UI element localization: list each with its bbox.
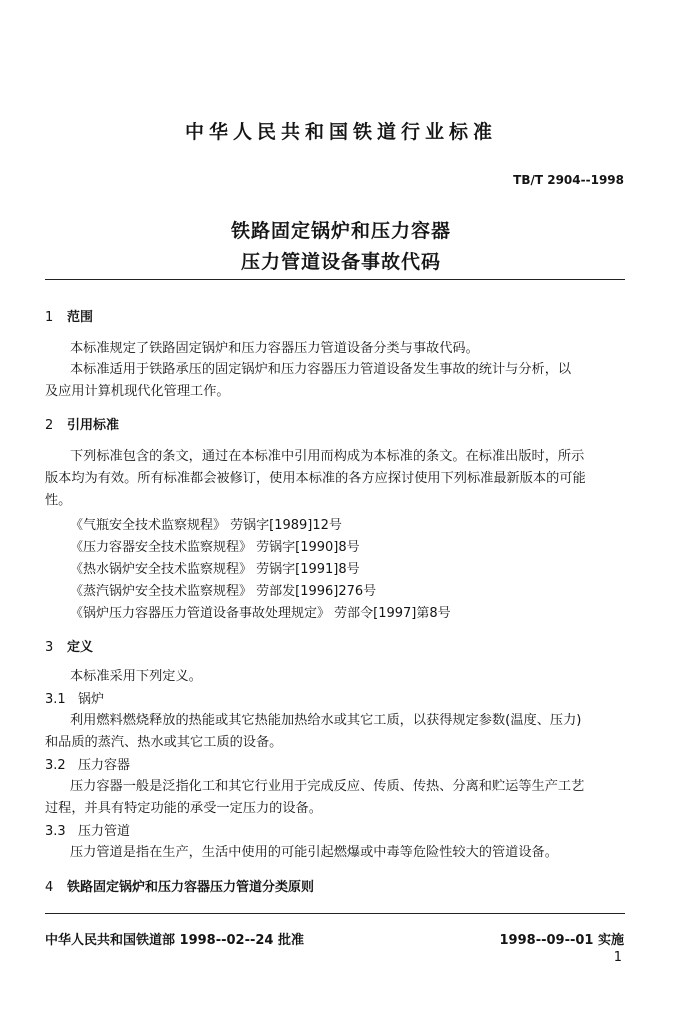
section-number: 1 [45,310,54,325]
section-title: 铁路固定锅炉和压力容器压力管道分类原则 [67,880,315,895]
section-4-heading [45,876,314,895]
header-divider [45,279,625,280]
reference-item: 《热水锅炉安全技术监察规程》 劳锅字[1991]8号 [70,562,360,577]
document-title-line-2: 压力管道设备事故代码 [240,251,441,273]
section-1-paragraph-2b: 及应用计算机现代化管理工作。 [45,384,230,399]
standard-number: TB/T 2904--1998 [513,173,624,187]
section-2-paragraph-a: 下列标准包含的条文，通过在本标准中引用而构成为本标准的条文。在标准出版时，所示 [70,449,585,464]
document-title-line-1: 铁路固定锅炉和压力容器 [230,220,451,242]
issuing-authority-title: 中华人民共和国铁道行业标准 [184,121,497,143]
definition-3-2-text-a: 压力容器一般是泛指化工和其它行业用于完成反应、传质、传热、分离和贮运等生产工艺 [70,779,585,794]
definition-3-1-text-b: 和品质的蒸汽、热水或其它工质的设备。 [45,735,283,750]
section-number: 2 [45,418,54,433]
definition-3-3-heading [45,820,130,839]
definition-term: 锅炉 [78,692,105,707]
effective-date: 1998--09--01 实施 [499,933,624,948]
section-2-paragraph-c: 性。 [45,493,72,508]
section-1-heading [45,306,93,325]
definition-3-2-heading [45,754,130,773]
approval-statement: 中华人民共和国铁道部 1998--02--24 批准 [45,933,304,948]
definition-number: 3.1 [45,692,66,707]
section-1-paragraph-1: 本标准规定了铁路固定锅炉和压力容器压力管道设备分类与事故代码。 [70,341,479,356]
definition-term: 压力容器 [78,758,131,773]
reference-item: 《锅炉压力容器压力管道设备事故处理规定》 劳部令[1997]第8号 [70,606,451,621]
page-number: 1 [613,950,622,965]
section-3-intro: 本标准采用下列定义。 [70,669,202,684]
section-number: 4 [45,880,54,895]
section-3-heading [45,636,93,655]
definition-3-1-text-a: 利用燃料燃烧释放的热能或其它热能加热给水或其它工质，以获得规定参数(温度、压力) [70,713,582,728]
reference-item: 《气瓶安全技术监察规程》 劳锅字[1989]12号 [70,518,342,533]
section-title: 引用标准 [67,418,120,433]
definition-3-3-text-a: 压力管道是指在生产，生活中使用的可能引起燃爆或中毒等危险性较大的管道设备。 [70,845,558,860]
definition-number: 3.3 [45,824,66,839]
section-title: 定义 [67,640,94,655]
footer-divider [45,913,625,914]
section-2-paragraph-b: 版本均为有效。所有标准都会被修订，使用本标准的各方应探讨使用下列标准最新版本的可能 [45,471,586,486]
definition-3-1-heading [45,688,104,707]
section-title: 范围 [67,310,94,325]
definition-term: 压力管道 [78,824,131,839]
section-2-heading [45,414,119,433]
section-number: 3 [45,640,54,655]
definition-number: 3.2 [45,758,66,773]
reference-item: 《压力容器安全技术监察规程》 劳锅字[1990]8号 [70,540,360,555]
section-1-paragraph-2a: 本标准适用于铁路承压的固定锅炉和压力容器压力管道设备发生事故的统计与分析，以 [70,362,572,377]
reference-item: 《蒸汽锅炉安全技术监察规程》 劳部发[1996]276号 [70,584,377,599]
definition-3-2-text-b: 过程，并具有特定功能的承受一定压力的设备。 [45,801,322,816]
